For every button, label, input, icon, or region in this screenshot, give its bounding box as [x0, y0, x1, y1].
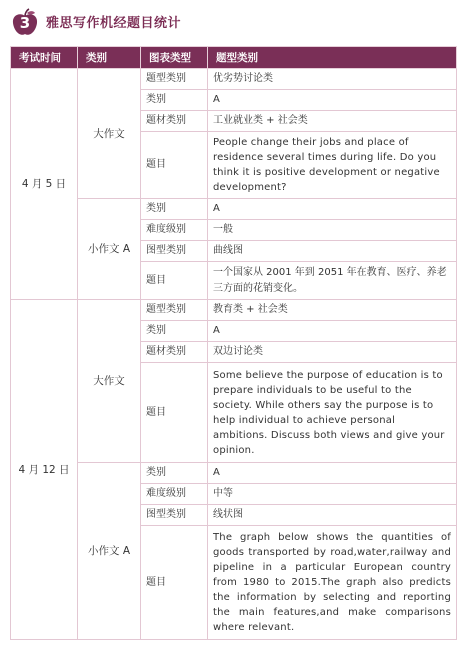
table-row — [11, 199, 457, 220]
row-value: A — [208, 463, 457, 484]
column-header-question-type: 题型类别 — [208, 47, 457, 69]
row-label: 题材类别 — [141, 111, 208, 132]
essay-prompt: 一个国家从 2001 年到 2051 年在教育、医疗、养老三方面的花销变化。 — [208, 262, 457, 300]
table-row — [11, 69, 457, 90]
column-header-exam-date: 考试时间 — [11, 47, 78, 69]
row-label: 题目 — [141, 363, 208, 463]
row-label: 题型类别 — [141, 300, 208, 321]
row-label: 题目 — [141, 132, 208, 199]
exam-date-cell: 4 月 5 日 — [11, 69, 78, 300]
section-title: 雅思写作机经题目统计 — [46, 16, 182, 31]
exam-date-cell: 4 月 12 日 — [11, 300, 78, 640]
row-label: 难度级别 — [141, 484, 208, 505]
row-label: 难度级别 — [141, 220, 208, 241]
table-row — [11, 463, 457, 484]
category-cell: 小作文 A — [78, 463, 141, 640]
row-value: 线状图 — [208, 505, 457, 526]
row-value: A — [208, 199, 457, 220]
row-label: 类别 — [141, 90, 208, 111]
row-value: 工业就业类 + 社会类 — [208, 111, 457, 132]
essay-prompt: People change their jobs and place of residence several times during life. Do you think it is positive development or negative development? — [208, 132, 457, 199]
row-label: 类别 — [141, 199, 208, 220]
row-value: 教育类 + 社会类 — [208, 300, 457, 321]
row-label: 题目 — [141, 262, 208, 300]
essay-prompt: Some believe the purpose of education is to prepare individuals to be useful to the society. While others say the purpose is to help individual to achieve personal ambitions. Discuss both views and give your opinion. — [208, 363, 457, 463]
category-cell: 小作文 A — [78, 199, 141, 300]
exam-stats-table — [10, 46, 457, 640]
essay-prompt: The graph below shows the quantities of goods transported by road,water,railway and pipeline in a particular European country from 1980 to 2015.The graph also predicts the information by selecting and reporting the main features,and make comparisons where relevant. — [208, 526, 457, 640]
section-header — [10, 8, 456, 38]
row-label: 类别 — [141, 321, 208, 342]
row-label: 图型类别 — [141, 505, 208, 526]
row-value: 双边讨论类 — [208, 342, 457, 363]
row-value: 优劣势讨论类 — [208, 69, 457, 90]
category-cell: 大作文 — [78, 300, 141, 463]
row-value: 一般 — [208, 220, 457, 241]
category-cell: 大作文 — [78, 69, 141, 199]
row-label: 图型类别 — [141, 241, 208, 262]
row-label: 题材类别 — [141, 342, 208, 363]
row-label: 类别 — [141, 463, 208, 484]
table-header-row — [11, 47, 457, 69]
table-row — [11, 300, 457, 321]
row-value: 中等 — [208, 484, 457, 505]
column-header-chart-type: 图表类型 — [141, 47, 208, 69]
section-number: 3 — [19, 14, 31, 32]
row-value: A — [208, 321, 457, 342]
row-label: 题目 — [141, 526, 208, 640]
row-value: A — [208, 90, 457, 111]
row-label: 题型类别 — [141, 69, 208, 90]
column-header-category: 类别 — [78, 47, 141, 69]
row-value: 曲线图 — [208, 241, 457, 262]
apple-badge-icon — [10, 8, 40, 38]
